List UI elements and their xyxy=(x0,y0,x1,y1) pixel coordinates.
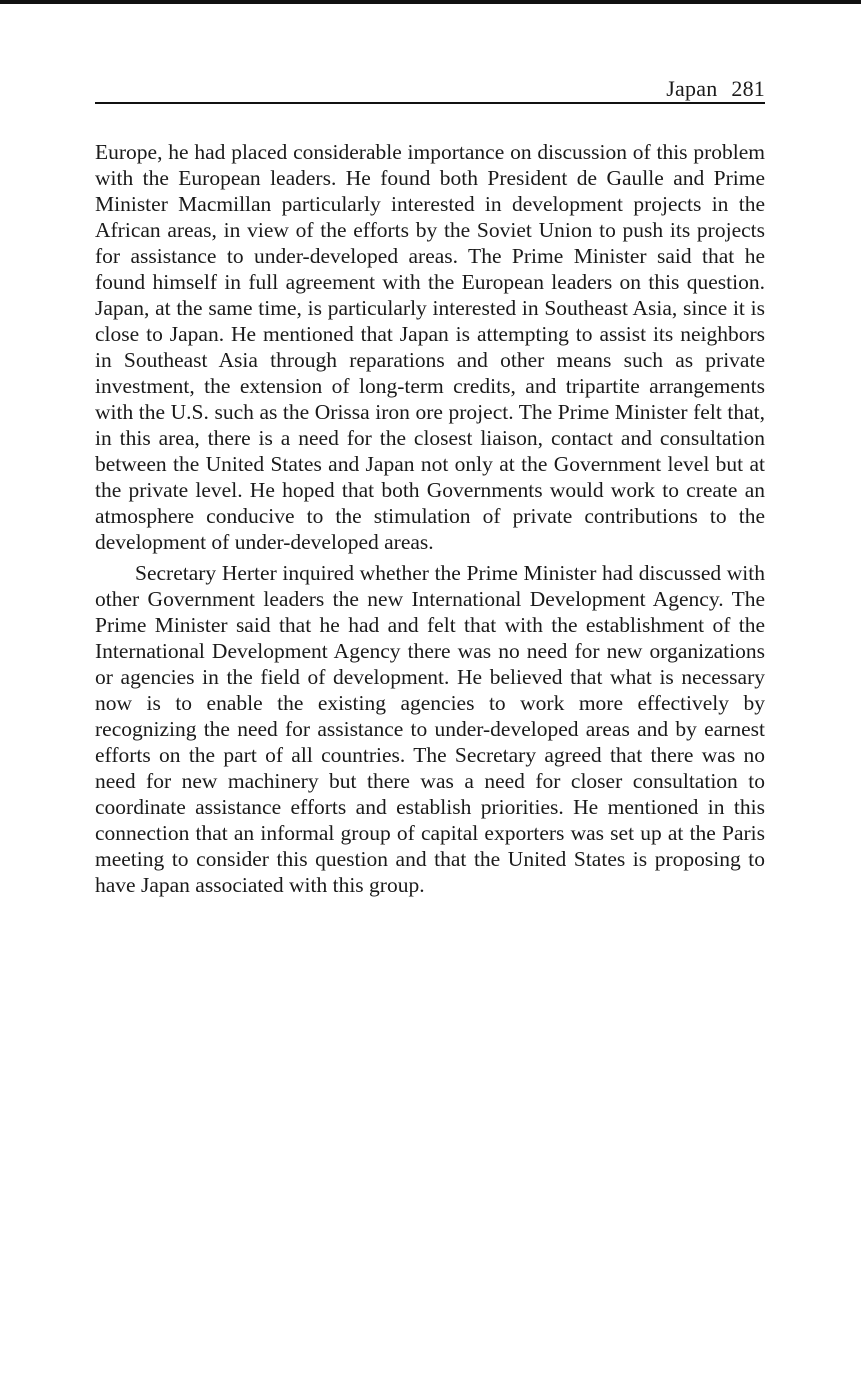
header-rule xyxy=(95,102,765,104)
paragraph: Europe, he had placed considerable importance on discussion of this problem with the European leaders. He found both President de Gaulle and Prime Minister Macmillan particularly interested in development projects in the African areas, in view of the efforts by the Soviet Union to push its projects for assistance to under-developed areas. The Prime Minister said that he found himself in full agreement with the European leaders on this question. Japan, at the same time, is particularly interested in Southeast Asia, since it is close to Japan. He mentioned that Japan is attempting to assist its neighbors in Southeast Asia through reparations and other means such as private investment, the extension of long-term credits, and tripartite arrangements with the U.S. such as the Orissa iron ore project. The Prime Minister felt that, in this area, there is a need for the closest liaison, contact and consultation between the United States and Japan not only at the Government level but at the private level. He hoped that both Governments would work to create an atmosphere conducive to the stimulation of private contributions to the development of under-developed areas. xyxy=(95,140,765,554)
paragraph: Secretary Herter inquired whether the Prime Minister had discussed with other Government leaders the new International Development Agency. The Prime Minister said that he had and felt that with the establishment of the International Development Agency there was no need for new organizations or agencies in the field of development. He believed that what is necessary now is to enable the existing agencies to work more effectively by recognizing the need for assistance to under-developed areas and by earnest efforts on the part of all countries. The Secretary agreed that there was no need for new machinery but there was a need for closer consultation to coordinate assistance efforts and establish priorities. He mentioned in this connection that an informal group of capital exporters was set up at the Paris meeting to consider this question and that the United States is proposing to have Japan associated with this group. xyxy=(95,561,765,897)
body-text xyxy=(95,139,765,898)
running-title: Japan xyxy=(666,76,718,101)
scan-top-edge xyxy=(0,0,861,4)
running-header xyxy=(95,74,765,104)
page-number: 281 xyxy=(731,76,765,101)
